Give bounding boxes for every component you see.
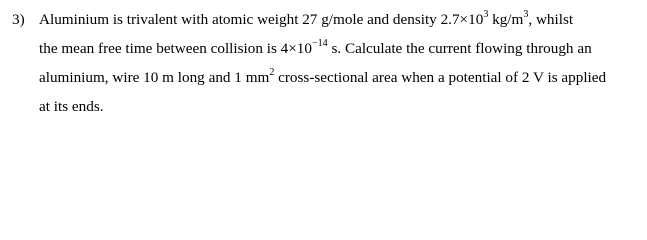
- question-text-1a: Aluminium is trivalent with atomic weight 27 g/mole and density 2.7×10: [39, 11, 484, 28]
- question-text-1b: kg/m: [488, 11, 524, 28]
- question-number: 3): [12, 11, 25, 28]
- question-text-3b: cross-sectional area when a potential of 2 V is applied: [274, 69, 607, 86]
- question-text-2b: s. Calculate the current flowing through an: [327, 40, 592, 57]
- question-line-3: [12, 63, 642, 92]
- density-exponent: 3: [483, 8, 489, 20]
- question-text-1c: , whilst: [528, 11, 574, 28]
- time-exponent: −14: [312, 37, 328, 49]
- question-line-1: [12, 5, 642, 34]
- question-text-2a: the mean free time between collision is 4×10: [39, 40, 312, 57]
- question-line-2: [12, 34, 642, 63]
- question-line-4: [12, 92, 642, 121]
- question-text-3a: aluminium, wire 10 m long and 1 mm: [39, 69, 270, 86]
- physics-question: [12, 5, 642, 121]
- area-exponent: 2: [269, 66, 275, 78]
- question-text-4: at its ends.: [39, 98, 104, 115]
- unit-exponent: 3: [523, 8, 529, 20]
